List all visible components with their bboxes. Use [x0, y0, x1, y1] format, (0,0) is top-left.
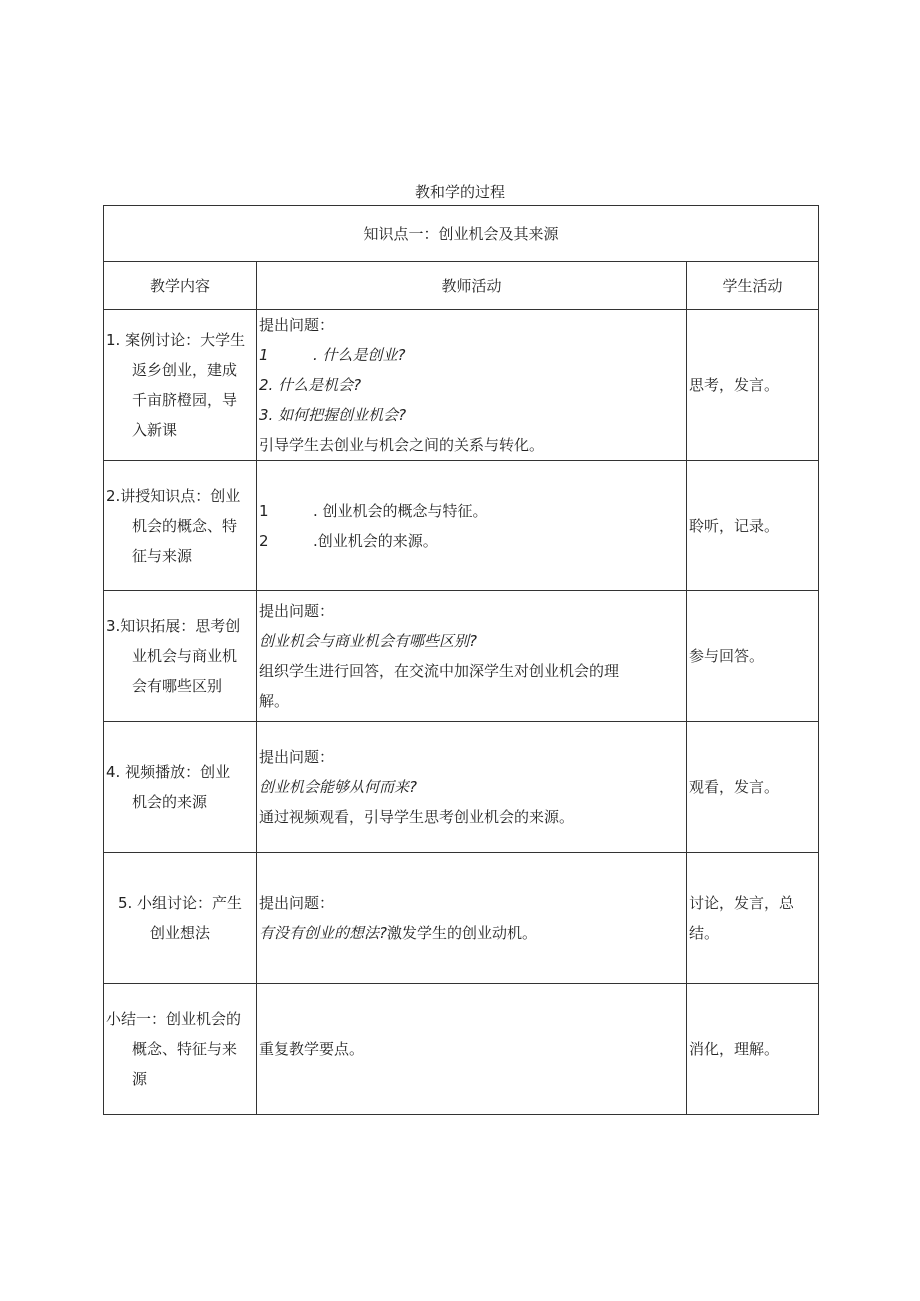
- header-row: [104, 262, 819, 310]
- header-student: 学生活动: [687, 262, 819, 310]
- teacher-cell: 提出问题： 1 . 什么是创业? 2. 什么是机会? 3. 如何把握创业机会? 引导学生去创业与机会之间的关系与转化。: [257, 310, 687, 461]
- teacher-cell: 提出问题： 有没有创业的想法?激发学生的创业动机。: [257, 853, 687, 984]
- table-row: [104, 310, 819, 461]
- student-cell: 消化，理解。: [687, 984, 819, 1115]
- table-row: [104, 984, 819, 1115]
- lesson-table: [103, 205, 819, 1115]
- table-row: [104, 461, 819, 591]
- section-title: 知识点一：创业机会及其来源: [104, 206, 819, 262]
- header-content: 教学内容: [104, 262, 257, 310]
- student-cell: 讨论，发言，总 结。: [687, 853, 819, 984]
- header-teacher: 教师活动: [257, 262, 687, 310]
- table-row: [104, 722, 819, 853]
- teacher-cell: 重复教学要点。: [257, 984, 687, 1115]
- content-cell: 4. 视频播放：创业 机会的来源: [104, 722, 257, 853]
- teacher-cell: 1 . 创业机会的概念与特征。 2 .创业机会的来源。: [257, 461, 687, 591]
- student-cell: 聆听，记录。: [687, 461, 819, 591]
- document-title: 教和学的过程: [414, 183, 505, 201]
- student-cell: 参与回答。: [687, 591, 819, 722]
- student-cell: 观看，发言。: [687, 722, 819, 853]
- content-cell: 1. 案例讨论：大学生 返乡创业，建成 千亩脐橙园，导 入新课: [104, 310, 257, 461]
- content-cell: 2.讲授知识点：创业 机会的概念、特 征与来源: [104, 461, 257, 591]
- table-row: [104, 591, 819, 722]
- content-cell: 小结一：创业机会的 概念、特征与来 源: [104, 984, 257, 1115]
- table-row: [104, 853, 819, 984]
- teacher-cell: 提出问题： 创业机会能够从何而来? 通过视频观看，引导学生思考创业机会的来源。: [257, 722, 687, 853]
- content-cell: 3.知识拓展：思考创 业机会与商业机 会有哪些区别: [104, 591, 257, 722]
- student-cell: 思考，发言。: [687, 310, 819, 461]
- teacher-cell: 提出问题： 创业机会与商业机会有哪些区别? 组织学生进行回答，在交流中加深学生对创业机会的理 解。: [257, 591, 687, 722]
- content-cell: 5. 小组讨论：产生 创业想法: [104, 853, 257, 984]
